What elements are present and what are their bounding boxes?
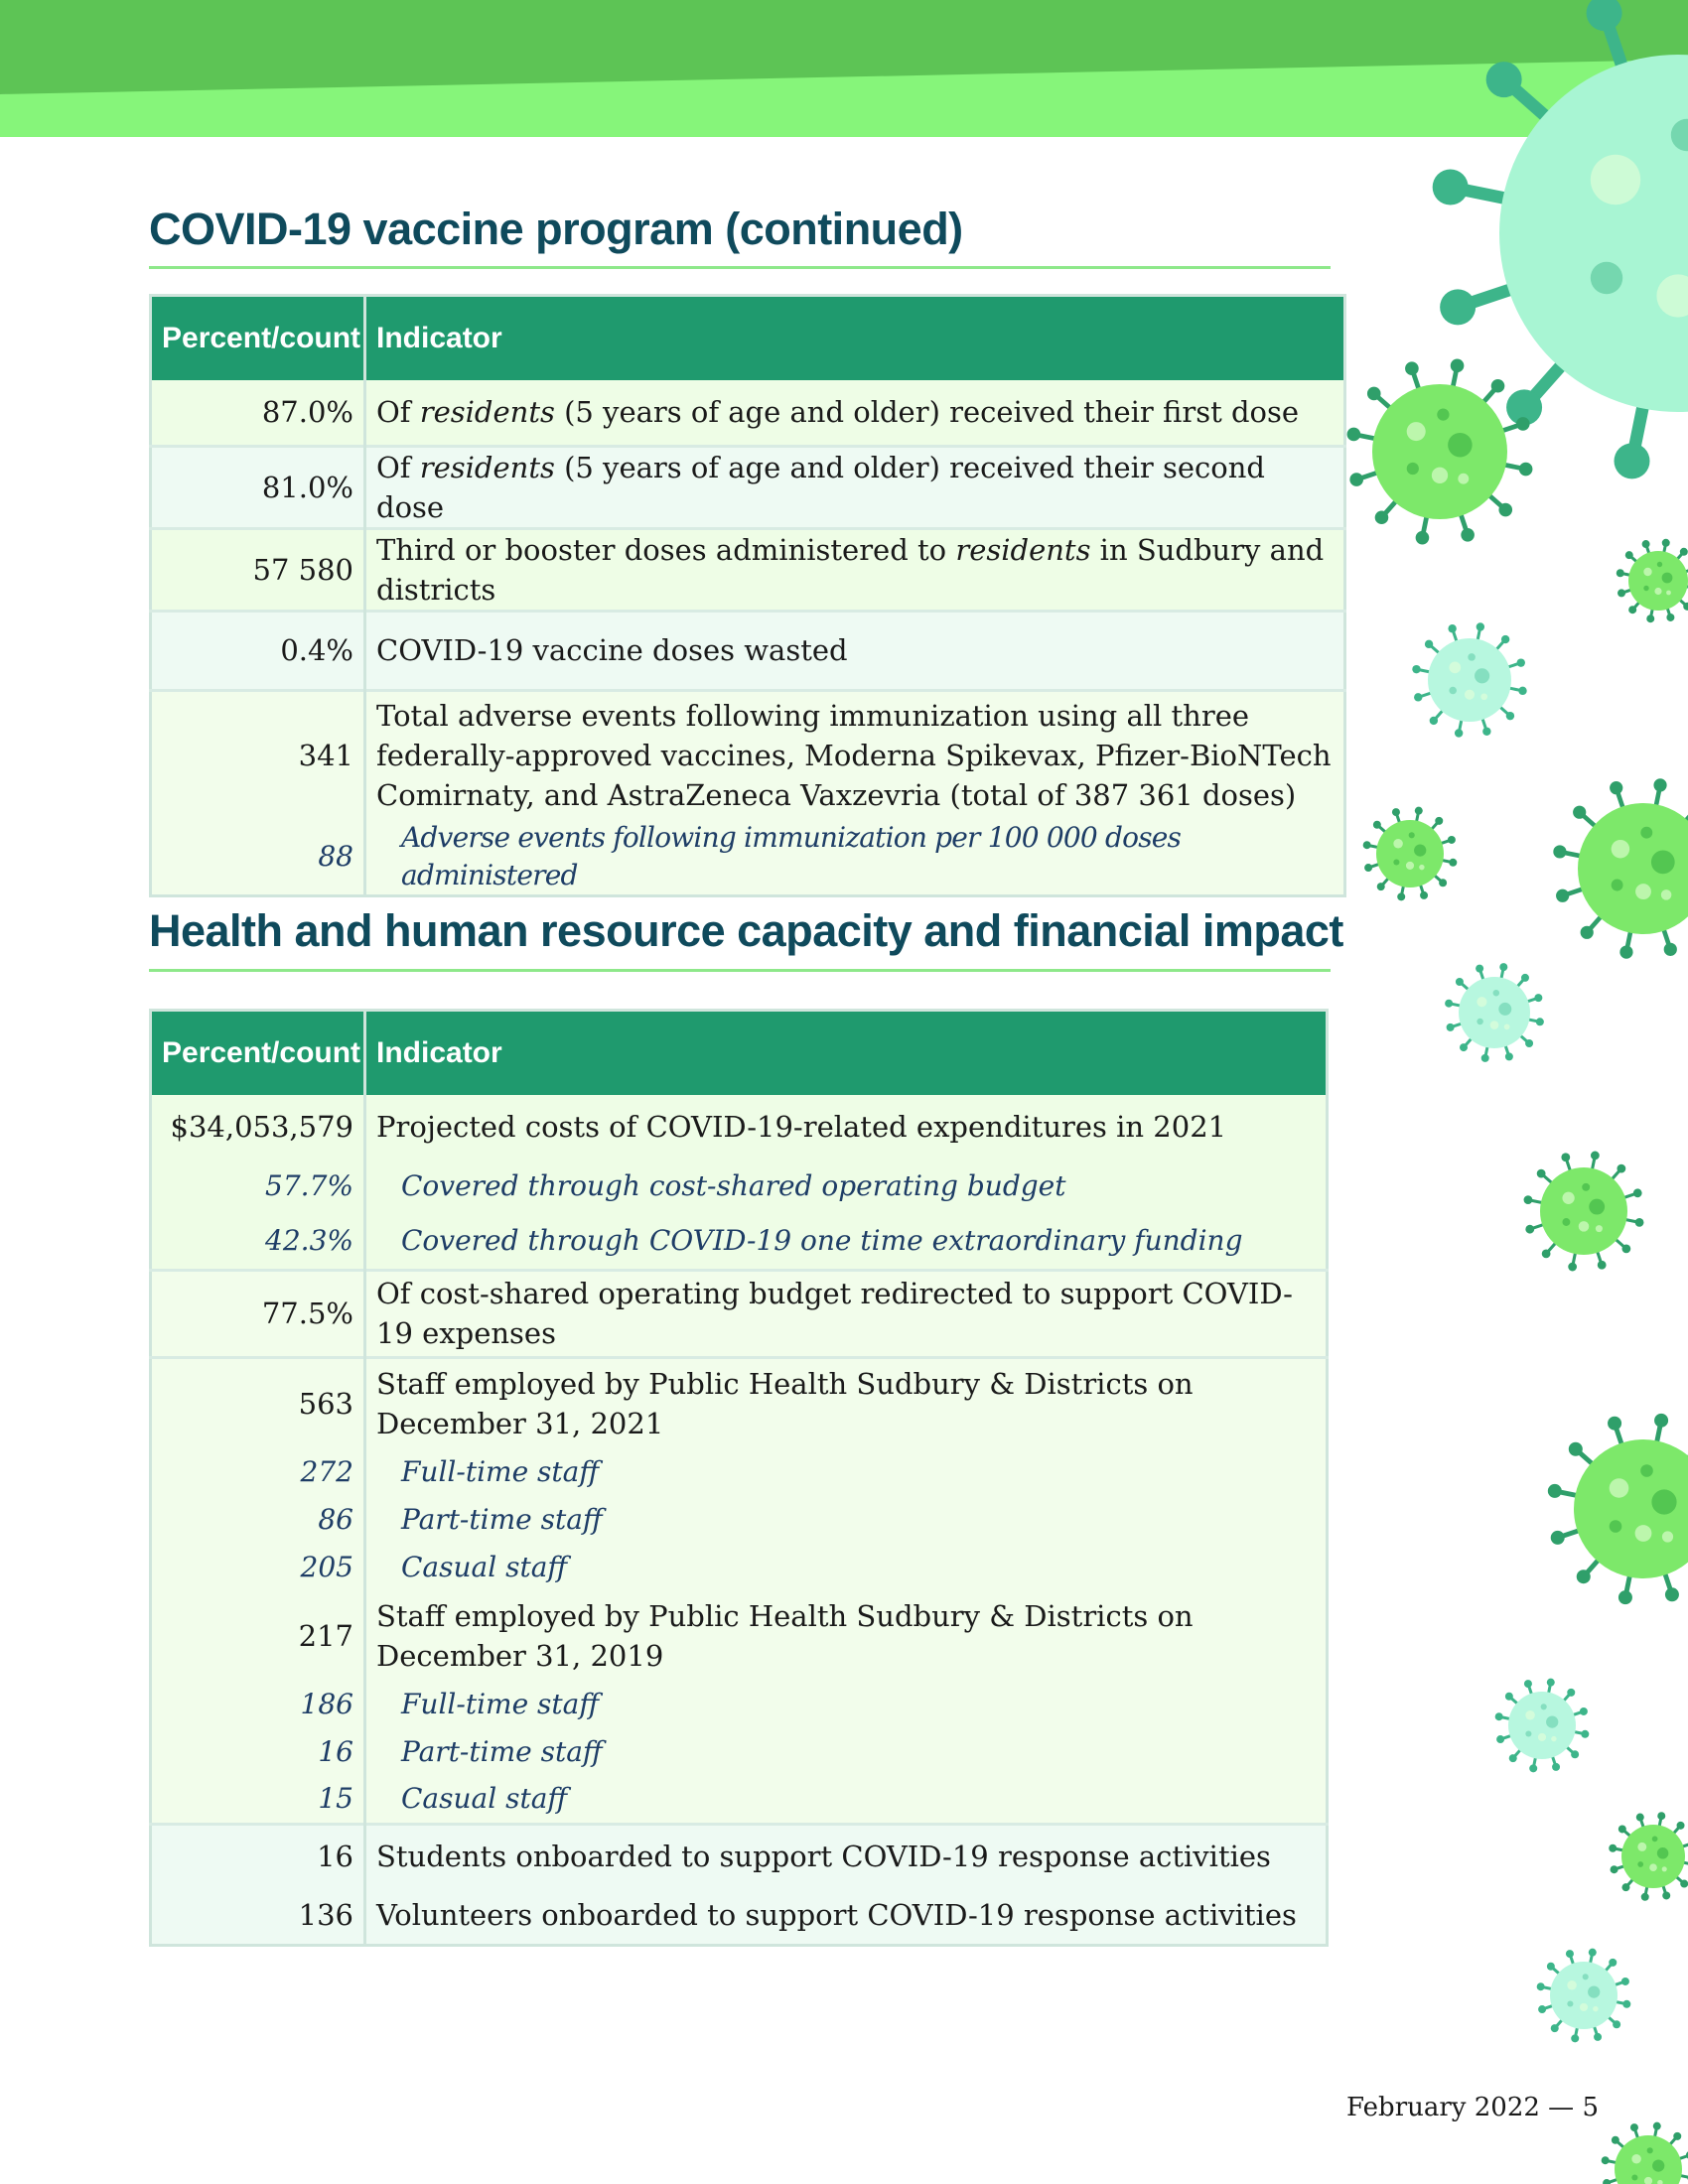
row-indicator: Casual staff <box>365 1776 1328 1824</box>
row-indicator: Adverse events following immunization per 100 000 doses administered <box>365 819 1345 896</box>
row-indicator: Part-time staff <box>365 1496 1328 1544</box>
virus-icon <box>1363 807 1458 901</box>
table-subrow <box>151 1159 1328 1214</box>
row-value: 186 <box>151 1681 365 1728</box>
virus-icon <box>1445 963 1544 1062</box>
table-row <box>151 611 1345 690</box>
table-row <box>151 380 1345 446</box>
table-row <box>151 1591 1328 1681</box>
column-header-value: Percent/count <box>151 296 365 381</box>
table-subrow <box>151 1776 1328 1824</box>
row-indicator: Full-time staff <box>365 1681 1328 1728</box>
table-header-row <box>151 1011 1328 1096</box>
row-value: 0.4% <box>151 611 365 690</box>
table-subrow <box>151 1681 1328 1728</box>
table-subrow <box>151 1544 1328 1591</box>
table-subrow <box>151 1448 1328 1496</box>
table-row <box>151 1887 1328 1945</box>
row-value: 81.0% <box>151 446 365 528</box>
header-banner <box>0 0 1688 149</box>
virus-icon <box>1553 778 1688 958</box>
row-indicator: Total adverse events following immunization using all three federally-approved vaccines, Moderna Spikevax, Pfizer-BioNTech Comirnaty, and AstraZeneca Vaxzevria (total of 387 361 doses) <box>365 690 1345 819</box>
table-subrow <box>151 819 1345 896</box>
row-value: 563 <box>151 1357 365 1448</box>
row-value: 87.0% <box>151 380 365 446</box>
table-subrow <box>151 1214 1328 1270</box>
column-header-indicator: Indicator <box>365 296 1345 381</box>
row-value: 16 <box>151 1824 365 1887</box>
virus-icon <box>1347 359 1533 545</box>
row-indicator: Students onboarded to support COVID-19 response activities <box>365 1824 1328 1887</box>
row-value: 217 <box>151 1591 365 1681</box>
row-value: 88 <box>151 819 365 896</box>
row-value: 136 <box>151 1887 365 1945</box>
virus-icon <box>1412 622 1526 737</box>
row-value: 16 <box>151 1728 365 1776</box>
row-indicator: Staff employed by Public Health Sudbury & Districts on December 31, 2021 <box>365 1357 1328 1448</box>
table-row <box>151 690 1345 819</box>
row-indicator: COVID-19 vaccine doses wasted <box>365 611 1345 690</box>
row-value: 57 580 <box>151 528 365 611</box>
page-footer: February 2022 — 5 <box>1346 2093 1599 2122</box>
section-title-vaccine: COVID-19 vaccine program (continued) <box>149 204 963 254</box>
virus-icon <box>1495 1679 1590 1773</box>
title-rule <box>149 969 1331 972</box>
row-indicator: Third or booster doses administered to residents in Sudbury and districts <box>365 528 1345 611</box>
row-value: $34,053,579 <box>151 1095 365 1159</box>
table-row <box>151 528 1345 611</box>
row-indicator: Casual staff <box>365 1544 1328 1591</box>
table-row <box>151 1270 1328 1357</box>
row-indicator: Covered through cost-shared operating budget <box>365 1159 1328 1214</box>
row-value: 77.5% <box>151 1270 365 1357</box>
row-indicator: Full-time staff <box>365 1448 1328 1496</box>
table-row <box>151 1095 1328 1159</box>
table-subrow <box>151 1728 1328 1776</box>
row-indicator: Of residents (5 years of age and older) received their first dose <box>365 380 1345 446</box>
row-indicator: Of residents (5 years of age and older) received their second dose <box>365 446 1345 528</box>
column-header-indicator: Indicator <box>365 1011 1328 1096</box>
row-value: 341 <box>151 690 365 819</box>
virus-icon <box>1602 2122 1688 2184</box>
virus-icon <box>1617 539 1688 622</box>
row-value: 42.3% <box>151 1214 365 1270</box>
virus-icon <box>1548 1414 1688 1604</box>
virus-icon <box>1609 1812 1688 1901</box>
row-value: 272 <box>151 1448 365 1496</box>
vaccine-table <box>149 294 1346 897</box>
row-indicator: Staff employed by Public Health Sudbury & Districts on December 31, 2019 <box>365 1591 1328 1681</box>
row-indicator: Volunteers onboarded to support COVID-19 response activities <box>365 1887 1328 1945</box>
virus-icon <box>1537 1949 1631 2043</box>
section-title-capacity: Health and human resource capacity and financial impact <box>149 905 1343 956</box>
row-value: 57.7% <box>151 1159 365 1214</box>
row-indicator: Of cost-shared operating budget redirected to support COVID-19 expenses <box>365 1270 1328 1357</box>
table-row <box>151 1357 1328 1448</box>
capacity-table <box>149 1009 1329 1947</box>
row-value: 205 <box>151 1544 365 1591</box>
row-indicator: Projected costs of COVID-19-related expenditures in 2021 <box>365 1095 1328 1159</box>
row-indicator: Covered through COVID-19 one time extraordinary funding <box>365 1214 1328 1270</box>
table-row <box>151 446 1345 528</box>
column-header-value: Percent/count <box>151 1011 365 1096</box>
table-subrow <box>151 1496 1328 1544</box>
table-header-row <box>151 296 1345 381</box>
virus-icon <box>1524 1152 1644 1272</box>
title-rule <box>149 266 1331 269</box>
row-value: 86 <box>151 1496 365 1544</box>
table-row <box>151 1824 1328 1887</box>
row-indicator: Part-time staff <box>365 1728 1328 1776</box>
row-value: 15 <box>151 1776 365 1824</box>
